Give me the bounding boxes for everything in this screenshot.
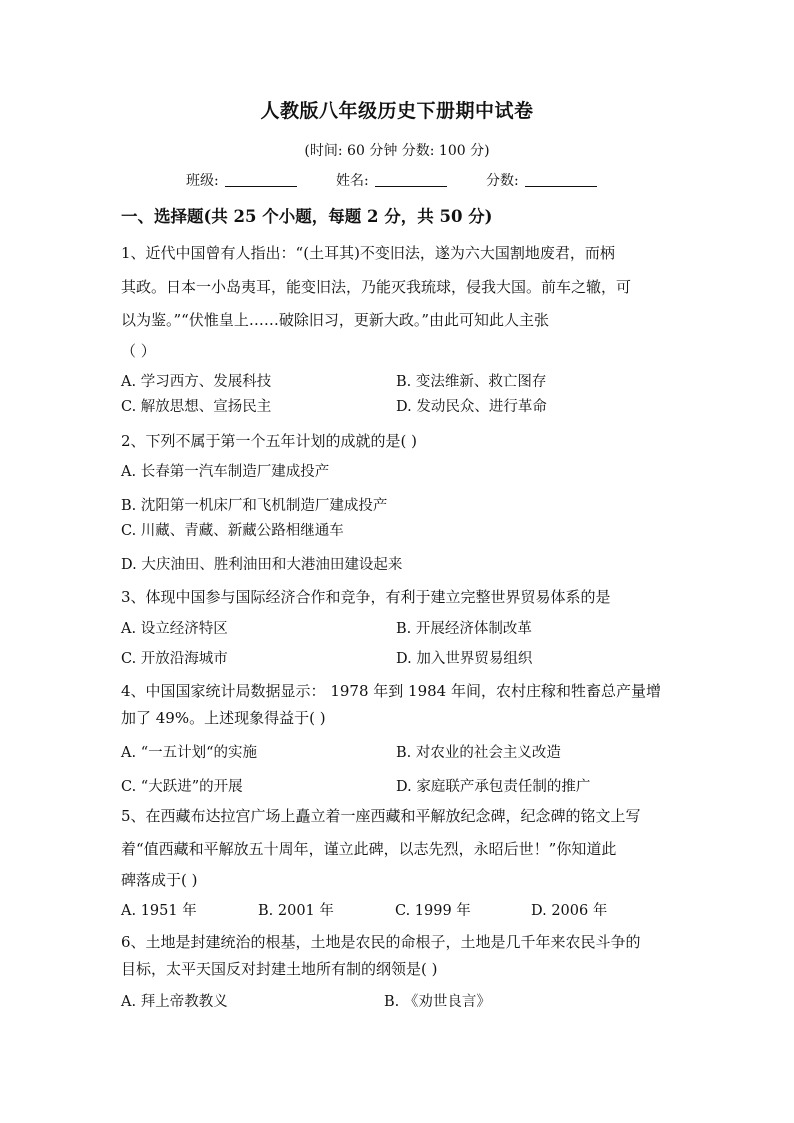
- q1-line-2: 其政。日本一小岛夷耳，能变旧法，乃能灭我琉球，侵我大国。前车之辙，可: [121, 278, 632, 296]
- name-blank: [336, 170, 447, 190]
- name-field[interactable]: [375, 172, 447, 187]
- q6-option-b: B. 《劝世良言》: [384, 994, 491, 1010]
- q3-option-a: A. 设立经济特区: [121, 621, 228, 637]
- q3-option-c: C. 开放沿海城市: [121, 651, 228, 667]
- q5-line-2: 着“值西藏和平解放五十周年，谨立此碑，以志先烈，永昭后世！”你知道此: [121, 840, 617, 858]
- name-label: 姓名:: [336, 173, 369, 189]
- q4-option-b: B. 对农业的社会主义改造: [396, 745, 561, 761]
- q6-option-a: A. 拜上帝教教义: [121, 994, 228, 1010]
- q5-option-a: A. 1951 年: [121, 903, 197, 919]
- q1-line-1: 1、近代中国曾有人指出：“(土耳其)不变旧法，遂为六大国割地废君，而柄: [121, 244, 615, 262]
- q4-option-a: A. “一五计划“的实施: [121, 745, 258, 761]
- score-blank: [486, 170, 597, 190]
- q4-line-2: 加了 49%。上述现象得益于( ): [121, 709, 326, 727]
- q1-option-b: B. 变法维新、救亡图存: [396, 374, 547, 390]
- q3-option-b: B. 开展经济体制改革: [396, 621, 532, 637]
- q5-option-d: D. 2006 年: [531, 903, 608, 919]
- q5-line-1: 5、在西藏布达拉宫广场上矗立着一座西藏和平解放纪念碑，纪念碑的铭文上写: [121, 807, 641, 825]
- class-label: 班级:: [186, 173, 219, 189]
- q3-option-d: D. 加入世界贸易组织: [396, 651, 533, 667]
- q1-option-c: C. 解放思想、宣扬民主: [121, 399, 272, 415]
- section-title: 一、选择题(共 25 个小题，每题 2 分，共 50 分): [121, 207, 493, 226]
- exam-meta: (时间: 60 分钟 分数: 100 分): [304, 143, 490, 159]
- q6-line-2: 目标，太平天国反对封建土地所有制的纲领是( ): [121, 960, 438, 978]
- q1-line-4: （ ）: [121, 342, 156, 360]
- q1-option-d: D. 发动民众、进行革命: [396, 399, 547, 415]
- q4-line-1: 4、中国国家统计局数据显示： 1978 年到 1984 年间，农村庄稼和牲畜总产量增: [121, 682, 661, 700]
- q4-option-d: D. 家庭联产承包责任制的推广: [396, 779, 591, 795]
- score-field[interactable]: [525, 172, 597, 187]
- class-blank: [186, 170, 297, 190]
- class-field[interactable]: [225, 172, 297, 187]
- q5-option-c: C. 1999 年: [395, 903, 471, 919]
- q2-option-a: A. 长春第一汽车制造厂建成投产: [121, 464, 330, 480]
- q2-option-b: B. 沈阳第一机床厂和飞机制造厂建成投产: [121, 498, 388, 514]
- q3-line-1: 3、体现中国参与国际经济合作和竞争，有利于建立完整世界贸易体系的是: [121, 588, 611, 606]
- q5-line-3: 碑落成于( ): [121, 871, 198, 889]
- q1-line-3: 以为鉴。”“伏惟皇上……破除旧习，更新大政。”由此可知此人主张: [121, 311, 550, 329]
- q2-line-1: 2、下列不属于第一个五年计划的成就的是( ): [121, 432, 418, 450]
- exam-title: 人教版八年级历史下册期中试卷: [260, 100, 534, 122]
- q5-option-b: B. 2001 年: [258, 903, 334, 919]
- score-label: 分数:: [486, 173, 519, 189]
- q6-line-1: 6、土地是封建统治的根基，土地是农民的命根子，土地是几千年来农民斗争的: [121, 933, 641, 951]
- q2-option-c: C. 川藏、青藏、新藏公路相继通车: [121, 523, 344, 539]
- q4-option-c: C. “大跃进”的开展: [121, 779, 243, 795]
- q2-option-d: D. 大庆油田、胜利油田和大港油田建设起来: [121, 557, 403, 573]
- q1-option-a: A. 学习西方、发展科技: [121, 374, 272, 390]
